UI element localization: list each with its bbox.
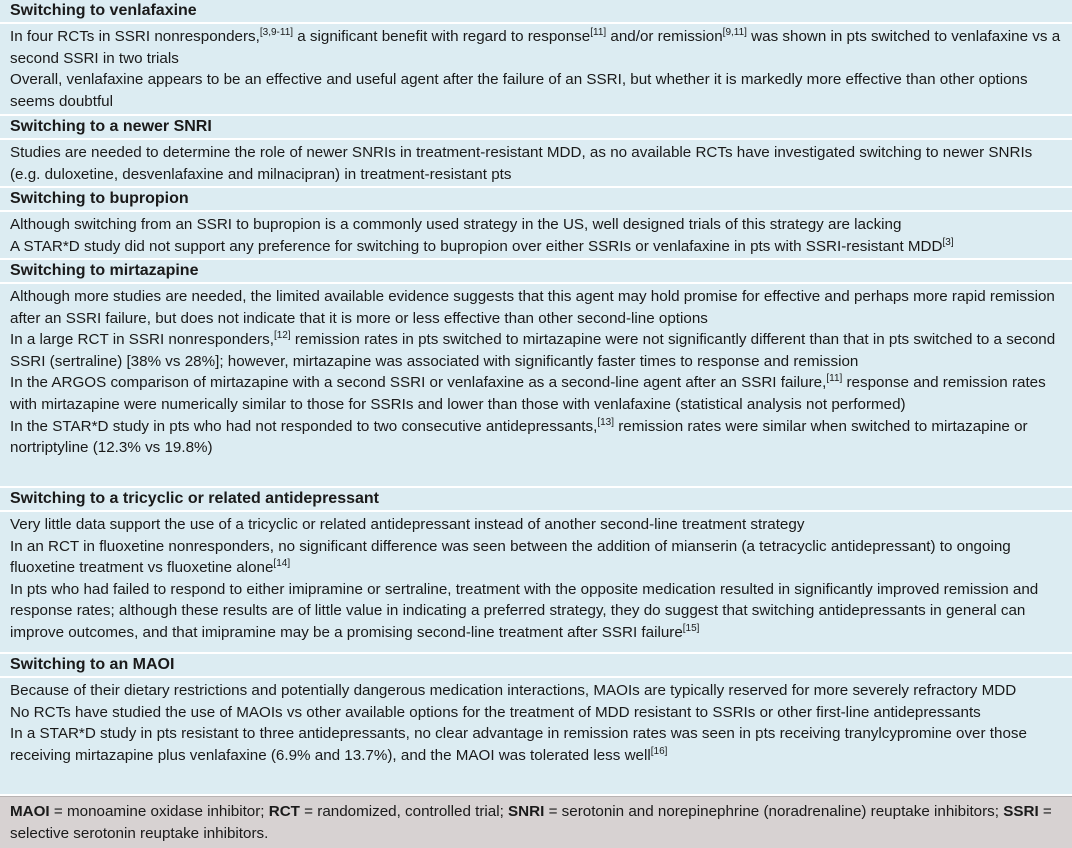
section-heading: Switching to a newer SNRI <box>0 116 1072 140</box>
abbreviation-term: MAOI <box>10 803 50 820</box>
section-heading: Switching to bupropion <box>0 188 1072 212</box>
paragraph <box>10 416 1062 459</box>
section-heading: Switching to mirtazapine <box>0 260 1072 284</box>
paragraph <box>10 723 1062 766</box>
paragraph <box>10 514 1062 536</box>
paragraph <box>10 214 1062 236</box>
paragraph-text: In an RCT in fluoxetine nonresponders, no significant difference was seen between the addition of mianserin (a tetracyclic antidepressant) to ongoing fluoxetine treatment vs fluoxetine alone <box>10 537 1011 577</box>
section-body <box>0 140 1072 188</box>
paragraph <box>10 579 1062 644</box>
citation-ref: [9,11] <box>722 27 747 38</box>
paragraph-text: Although switching from an SSRI to bupropion is a commonly used strategy in the US, well designed trials of this strategy are lacking <box>10 216 902 233</box>
paragraph-text: Studies are needed to determine the role of newer SNRIs in treatment-resistant MDD, as no available RCTs have investigated switching to newer SNRIs (e.g. duloxetine, desvenlafaxine and milnacipran) in treatment-resistant pts <box>10 144 1033 183</box>
citation-ref: [13] <box>597 416 614 428</box>
citation-ref: [14] <box>273 558 291 570</box>
paragraph-text: Very little data support the use of a tricyclic or related antidepressant instead of another second-line treatment strategy <box>10 516 805 533</box>
citation-ref: [3] <box>942 236 954 248</box>
paragraph-text: A STAR*D study did not support any preference for switching to bupropion over either SSRIs or venlafaxine in pts with SSRI-resistant MDD <box>10 237 943 255</box>
citation-ref: [3,9-11] <box>259 27 294 38</box>
paragraph-text: response and remission rates with mirtazapine were numerically similar to those for SSRIs and lower than those with venlafaxine (statistical analysis not performed) <box>10 374 1046 413</box>
abbreviation-definition: = monoamine oxidase inhibitor; <box>49 803 269 820</box>
paragraph <box>10 680 1062 702</box>
citation-ref: [11] <box>590 27 607 38</box>
section-body <box>0 284 1072 488</box>
paragraph-text: Because of their dietary restrictions and potentially dangerous medication interactions, MAOIs are typically reserved for more severely refractory MDD <box>10 682 1017 699</box>
paragraph <box>10 536 1062 579</box>
paragraph <box>10 26 1062 69</box>
paragraph <box>10 69 1062 112</box>
citation-ref: [11] <box>826 373 843 385</box>
abbreviation-term: SSRI <box>1003 803 1039 820</box>
paragraph-text: No RCTs have studied the use of MAOIs vs other available options for the treatment of MDD resistant to SSRIs or other first-line antidepressants <box>10 703 981 721</box>
paragraph-text: In the ARGOS comparison of mirtazapine with a second SSRI or venlafaxine as a second-line agent after an SSRI failure, <box>10 374 827 392</box>
section-heading: Switching to a tricyclic or related antidepressant <box>0 488 1072 512</box>
paragraph-text: In a large RCT in SSRI nonresponders, <box>10 331 274 349</box>
paragraph-text: remission rates were similar when switched to mirtazapine or nortriptyline (12.3% vs 19.8%) <box>10 417 1028 457</box>
paragraph-text: Although more studies are needed, the limited available evidence suggests that this agent may hold promise for effective and perhaps more rapid remission after an SSRI failure, but does not indicate that it is more or less effective than other second-line options <box>10 288 1055 327</box>
paragraph <box>10 236 1062 258</box>
abbreviation-term: RCT <box>268 803 300 820</box>
section-body <box>0 678 1072 796</box>
paragraph-text: a significant benefit with regard to response <box>293 28 591 45</box>
section-body <box>0 24 1072 116</box>
paragraph <box>10 286 1062 329</box>
section-heading: Switching to an MAOI <box>0 654 1072 678</box>
paragraph-text: In four RCTs in SSRI nonresponders, <box>10 28 260 45</box>
paragraph <box>10 372 1062 415</box>
paragraph <box>10 702 1062 724</box>
abbreviation-term: SNRI <box>508 803 545 820</box>
abbreviation-definition: = serotonin and norepinephrine (noradrenaline) reuptake inhibitors; <box>544 803 1004 820</box>
citation-ref: [15] <box>682 622 700 634</box>
paragraph-text: and/or remission <box>606 28 723 45</box>
footnote <box>0 796 1072 848</box>
citation-ref: [16] <box>650 745 668 757</box>
abbreviation-definition: = selective serotonin reuptake inhibitors. <box>10 803 1052 842</box>
citation-ref: [12] <box>273 330 291 342</box>
paragraph <box>10 142 1062 185</box>
paragraph-text: In a STAR*D study in pts resistant to three antidepressants, no clear advantage in remission rates was seen in pts receiving tranylcypromine over those receiving mirtazapine plus venlafaxine (6.9% and 13.7%), and the MAOI was tolerated less well <box>10 725 1027 764</box>
paragraph <box>10 329 1062 372</box>
abbreviation-definition: = randomized, controlled trial; <box>299 803 509 820</box>
section-body <box>0 212 1072 260</box>
section-heading: Switching to venlafaxine <box>0 0 1072 24</box>
paragraph-text: remission rates in pts switched to mirtazapine were not significantly different than that in pts switched to a second SSRI (sertraline) [38% vs 28%]; however, mirtazapine was associated with significantly faster times to response and remission <box>10 331 1056 370</box>
paragraph-text: In the STAR*D study in pts who had not responded to two consecutive antidepressants, <box>10 417 598 435</box>
section-body <box>0 512 1072 654</box>
paragraph-text: was shown in pts switched to venlafaxine vs a second SSRI in two trials <box>10 28 1061 67</box>
paragraph-text: In pts who had failed to respond to either imipramine or sertraline, treatment with the opposite medication resulted in significantly improved remission and response rates; although these results are of little value in indicating a preferred strategy, they do suggest that switching antidepressants in general can improve outcomes, and that imipramine may be a promising second-line treatment after SSRI failure <box>10 580 1039 641</box>
paragraph-text: Overall, venlafaxine appears to be an effective and useful agent after the failure of an SSRI, but whether it is markedly more effective than other options seems doubtful <box>10 71 1028 110</box>
